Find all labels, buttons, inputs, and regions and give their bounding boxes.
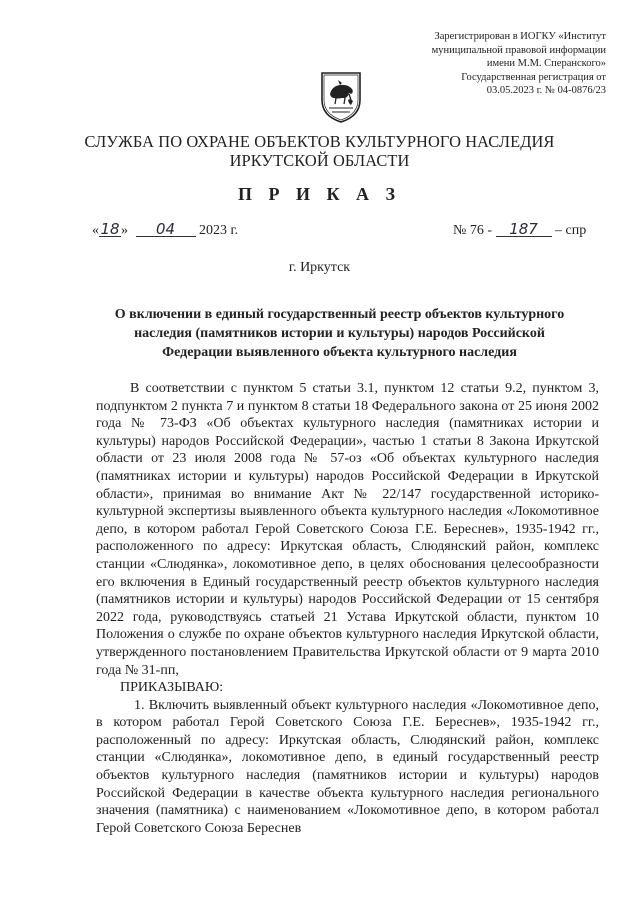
- date-month: 04: [136, 222, 196, 237]
- order-word: ПРИКАЗЫВАЮ:: [120, 680, 224, 696]
- date-open-quote: «: [92, 223, 99, 238]
- registration-line: Государственная регистрация от: [461, 71, 606, 83]
- document-number: [453, 222, 586, 240]
- agency-name-line: ИРКУТСКОЙ ОБЛАСТИ: [229, 151, 410, 170]
- registration-line: имени М.М. Сперанского»: [486, 58, 606, 70]
- irkutsk-coat-of-arms-icon: [318, 70, 364, 124]
- agency-name: [60, 132, 579, 170]
- number-handwritten: 187: [496, 222, 552, 237]
- number-prefix: № 76 -: [453, 223, 493, 238]
- subject-line: Федерации выявленного объекта культурного наследия: [162, 345, 517, 360]
- registration-line: 03.05.2023 г. № 04-0876/23: [486, 85, 606, 97]
- document-type-title: П Р И К А З: [237, 184, 402, 204]
- date-close-quote: »: [121, 223, 128, 238]
- date-year: 2023 г.: [199, 223, 239, 238]
- document-date: [92, 222, 238, 240]
- subject-line: наследия (памятников истории и культуры) народов Российской: [134, 326, 545, 341]
- order-item-1: 1. Включить выявленный объект культурного наследия «Локомотивное депо, в котором работал Герой Советского Союза Г.Е. Береснев», 1935-1942 гг., расположенный по адресу: Иркутская область, Слюдянский район, комплекс станции «Слюдянка», локомотивное депо, в единый государственный реестр объектов культурного наследия (памятников истории и культуры) народов Российской Федерации в качестве объекта культурного наследия регионального значения (памятника) с наименованием «Локомотивное депо, в котором работал Герой Советского Союза Береснев: [96, 697, 599, 836]
- number-suffix: – спр: [555, 223, 587, 238]
- subject-line: О включении в единый государственный реестр объектов культурного: [114, 307, 565, 322]
- city-line: г. Иркутск: [288, 260, 351, 275]
- agency-name-line: СЛУЖБА ПО ОХРАНЕ ОБЪЕКТОВ КУЛЬТУРНОГО НАСЛЕДИЯ: [84, 132, 555, 151]
- registration-stamp: [376, 30, 606, 98]
- document-body: [96, 380, 599, 837]
- preamble-paragraph: В соответствии с пунктом 5 статьи 3.1, пунктом 12 статьи 9.2, пунктом 3, подпунктом 2 пункта 7 и пунктом 8 статьи 18 Федерального закона от 25 июня 2002 года № 73-ФЗ «Об объектах культурного наследия (памятниках истории и культуры) народов Российской Федерации», частью 1 статьи 8 Закона Иркутской области от 23 июля 2008 года № 57-оз «Об объектах культурного наследия (памятниках истории и культуры) народов Российской Федерации в Иркутской области», принимая во внимание Акт № 22/147 государственной историко-культурной экспертизы выявленного объекта культурного наследия «Локомотивное депо, в котором работал Герой Советского Союза Г.Е. Береснев», 1935-1942 гг., расположенного по адресу: Иркутская область, Слюдянский район, комплекс станции «Слюдянка», локомотивное депо, в целях обоснования целесообразности его включения в Единый государственный реестр объектов культурного наследия (памятников истории и культуры) народов Российской Федерации от 15 сентября 2022 года, руководствуясь статьей 21 Устава Иркутской области, пунктом 10 Положения о службе по охране объектов культурного наследия Иркутской области, утвержденного постановлением Правительства Иркутской области от 9 марта 2010 года № 31-пп,: [96, 381, 599, 678]
- order-subject: [100, 305, 579, 362]
- registration-line: муниципальной правовой информации: [431, 44, 606, 56]
- registration-line: Зарегистрирован в ИОГКУ «Институт: [434, 31, 606, 42]
- date-day: 18: [100, 220, 120, 238]
